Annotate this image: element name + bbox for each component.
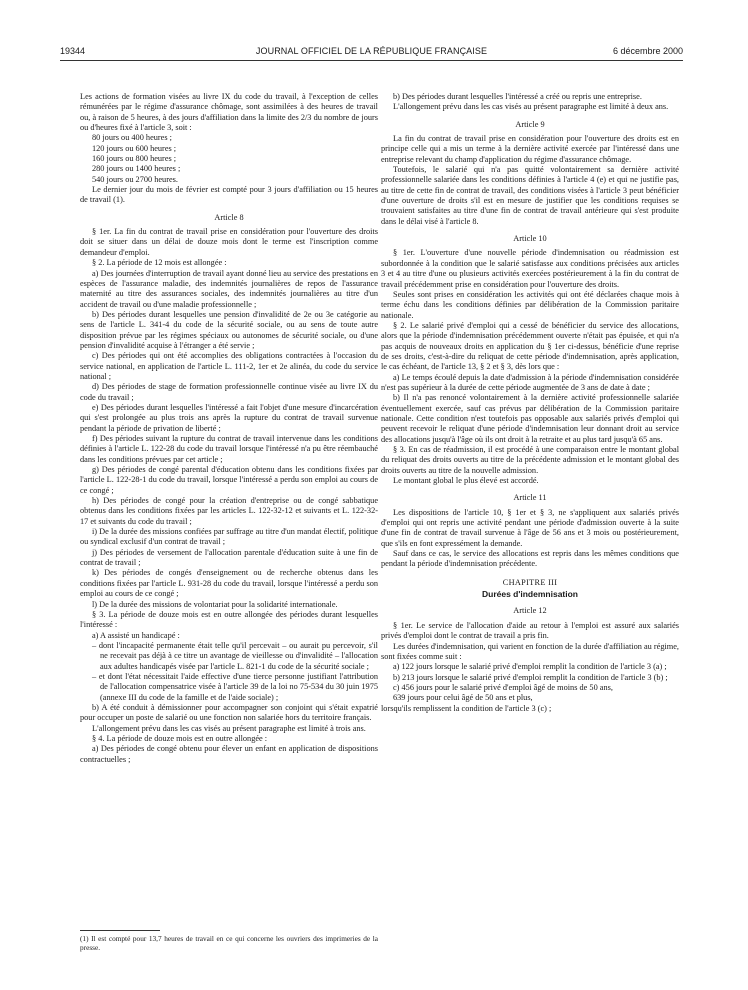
- paragraph: § 1er. La fin du contrat de travail prise en considération pour l'ouverture des droits doit se situer dans un délai de douze mois dont le terme est l'inscription comme demandeur d'emploi.: [80, 227, 378, 257]
- paragraph: b) Des périodes durant lesquelles une pension d'invalidité de 2e ou 3e catégorie au sens de l'article L. 341-4 du code de la sécurité sociale, ou au sens de toute autre disposition prévue par les régimes spéciaux ou autonomes de sécurité sociale, ou d'une pension d'invalidité acquise à l'étranger a été servie ;: [80, 309, 378, 350]
- paragraph: g) Des périodes de congé parental d'éducation obtenu dans les conditions fixées par l'article L. 122-28-1 du code du travail, lorsque l'intéressé a perdu son emploi au cours de ce congé ;: [80, 465, 378, 495]
- article-heading: Article 8: [214, 212, 244, 222]
- article-heading: Article 12: [513, 606, 547, 616]
- paragraph: 639 jours pour celui âgé de 50 ans et plus,: [393, 693, 533, 703]
- page-number: 19344: [60, 46, 86, 56]
- page-header: [60, 46, 683, 60]
- paragraph: b) A été conduit à démissionner pour accompagner son conjoint qui s'était expatrié pour occuper un poste de salarié ou une fonction non salariée hors du territoire français.: [80, 702, 378, 723]
- paragraph: a) Des périodes de congé obtenu pour élever un enfant en application de dispositions contractuelles ;: [80, 744, 378, 764]
- paragraph: j) Des périodes de versement de l'allocation parentale d'éducation suite à une fin de contrat de travail ;: [80, 547, 378, 568]
- paragraph: Les dispositions de l'article 10, § 1er et § 3, ne s'appliquent aux salariés privés d'emploi qui ont repris une activité pendant une période d'admission ouverte à la suite d'une fin de contrat de travail survenue à l'âge de 56 ans et 3 mois ou postérieurement, que s'ils en font expressément la demande.: [381, 507, 679, 548]
- paragraph: lorsqu'ils remplissent la condition de l'article 3 (c) ;: [381, 703, 552, 713]
- paragraph: Le montant global le plus élevé est accordé.: [393, 476, 539, 486]
- paragraph: Toutefois, le salarié qui n'a pas quitté volontairement sa dernière activité professionnelle salariée dans les conditions définies à l'article 4 (e) et qui ne justifie pas, au titre de cette fin de contrat de travail, des conditions visées à l'article 3 peut bénéficier d'une ouverture de droits s'il est en mesure de justifier que les conditions requises se trouvaient satisfaites au titre d'une fin de contrat de travail antérieure qui s'est produite dans le délai visé à l'article 8.: [381, 165, 679, 226]
- footnote-rule: [80, 930, 160, 931]
- article-heading: Article 11: [513, 493, 547, 503]
- paragraph: c) Des périodes qui ont été accomplies des obligations contractées à l'occasion du service national, en application de l'article L. 111-2, 1er et 2e alinéa, du code du service national ;: [80, 351, 378, 381]
- paragraph: § 1er. L'ouverture d'une nouvelle période d'indemnisation ou réadmission est subordonnée à la condition que le salarié satisfasse aux conditions précisées aux articles 3 et 4 au titre d'une ou plusieurs activités exercées postérieurement à la fin du contrat de travail précédemment prise en considération pour l'ouverture des droits.: [381, 248, 679, 289]
- paragraph: La fin du contrat de travail prise en considération pour l'ouverture des droits est en principe celle qui a mis un terme à la dernière activité exercée par l'intéressé dans une entreprise relevant du champ d'application du régime d'assurance chômage.: [381, 134, 679, 164]
- paragraph: k) Des périodes de congés d'enseignement ou de recherche obtenus dans les conditions fixées par l'article L. 931-28 du code du travail, lorsque l'intéressé a perdu son emploi au cours de ce congé ;: [80, 568, 378, 599]
- paragraph: Les durées d'indemnisation, qui varient en fonction de la durée d'affiliation au régime, sont fixées comme suit :: [381, 641, 679, 661]
- paragraph: L'allongement prévu dans les cas visés au présent paragraphe est limité à deux ans.: [393, 102, 669, 112]
- paragraph: L'allongement prévu dans les cas visés au présent paragraphe est limité à trois ans.: [92, 723, 366, 733]
- paragraph: § 1er. Le service de l'allocation d'aide au retour à l'emploi est assuré aux salariés privés d'emploi dont le contrat de travail a pris fin.: [381, 620, 679, 641]
- paragraph: a) A assisté un handicapé :: [92, 630, 180, 640]
- paragraph: c) 456 jours pour le salarié privé d'emploi âgé de moins de 50 ans,: [393, 682, 613, 692]
- paragraph: a) 122 jours lorsque le salarié privé d'emploi remplit la condition de l'article 3 (a) ;: [393, 662, 667, 672]
- paragraph: § 2. Le salarié privé d'emploi qui a cessé de bénéficier du service des allocations, alors que la période d'indemnisation précédemment ouverte n'était pas épuisée, et qui n'a pas acquis de nouveaux droits en application du § 1er ci-dessus, bénéficie d'une reprise de ses droits, c'est-à-dire du reliquat de cette période d'indemnisation, après application, le cas échéant, de l'article 13, § 2 et § 3, dès lors que :: [381, 320, 679, 372]
- right-column: [381, 92, 679, 714]
- footnote: (1) Il est compté pour 13,7 heures de travail en ce qui concerne les ouvriers des imprimeries de la presse.: [80, 934, 378, 952]
- paragraph: Seules sont prises en considération les activités qui ont été déclarées chaque mois à terme échu dans les conditions définies par délibération de la Commission paritaire nationale.: [381, 289, 679, 320]
- article-heading: Article 9: [515, 119, 545, 129]
- paragraph: l) De la durée des missions de volontariat pour la solidarité internationale.: [92, 599, 338, 609]
- publication-date: 6 décembre 2000: [612, 46, 683, 56]
- paragraph: f) Des périodes suivant la rupture du contrat de travail intervenue dans les conditions définies à l'article L. 122-28 du code du travail lorsque l'intéressé n'a pu être réembauché dans les conditions prévues par cet article ;: [80, 434, 378, 464]
- paragraph: 540 jours ou 2700 heures.: [92, 174, 178, 184]
- paragraph: 80 jours ou 400 heures ;: [92, 133, 172, 143]
- paragraph: 160 jours ou 800 heures ;: [92, 154, 177, 164]
- paragraph: a) Des journées d'interruption de travail ayant donné lieu au service des prestations en espèces de l'assurance maladie, des indemnités journalières de repos de l'assurance maternité au titre des assurances sociales, des indemnités journalières au titre d'un accident de travail ou d'une maladie professionnelle ;: [80, 268, 378, 309]
- paragraph: i) De la durée des missions confiées par suffrage au titre d'un mandat électif, politique ou syndical exclusif d'un contrat de travail ;: [80, 527, 378, 547]
- paragraph: e) Des périodes durant lesquelles l'intéressé a fait l'objet d'une mesure d'incarcération qui s'est prolongée au plus trois ans après la rupture du contrat de travail survenue pendant la période de privation de liberté ;: [80, 402, 378, 433]
- paragraph: b) Il n'a pas renoncé volontairement à la dernière activité professionnelle salariée éventuellement exercée, sauf cas prévus par délibération de la Commission paritaire nationale. Cette condition n'est toutefois pas opposable aux salariés privés d'emploi qui peuvent recevoir le reliquat d'une période d'indemnisation leur donnant droit au service des allocations jusqu'à l'âge où ils ont droit à la retraite et au plus tard jusqu'à 65 ans.: [381, 393, 679, 444]
- left-column: [80, 92, 378, 765]
- header-rule: [60, 60, 683, 61]
- paragraph: § 3. En cas de réadmission, il est procédé à une comparaison entre le montant global du reliquat des droits ouverts au titre de la précédente admission et le montant global des droits ouverts au titre de la nouvelle admission.: [381, 445, 679, 475]
- paragraph: § 3. La période de douze mois est en outre allongée des périodes durant lesquelles l'intéressé :: [80, 609, 378, 630]
- paragraph: a) Le temps écoulé depuis la date d'admission à la période d'indemnisation considérée n'est pas supérieur à la durée de cette période augmentée de 3 ans de date à date ;: [381, 372, 679, 392]
- paragraph: 120 jours ou 600 heures ;: [92, 143, 177, 153]
- article-heading: Article 10: [513, 234, 547, 244]
- journal-title: JOURNAL OFFICIEL DE LA RÉPUBLIQUE FRANÇAISE: [255, 46, 488, 56]
- paragraph: Le dernier jour du mois de février est compté pour 3 jours d'affiliation ou 15 heures de travail (1).: [80, 185, 378, 205]
- paragraph: d) Des périodes de stage de formation professionnelle continue visée au livre IX du code du travail ;: [80, 382, 378, 402]
- paragraph: § 4. La période de douze mois est en outre allongée :: [92, 733, 268, 743]
- paragraph: – et dont l'état nécessitait l'aide effective d'une tierce personne justifiant l'attribution de l'allocation compensatrice visée à l'article 39 de la loi no 75-534 du 30 juin 1975 (annexe III du code de la famille et de l'aide sociale) ;: [92, 671, 378, 702]
- paragraph: h) Des périodes de congé pour la création d'entreprise ou de congé sabbatique obtenus dans les conditions fixées par les articles L. 122-32-12 et suivants et L. 122-32-17 et suivants du code du travail ;: [80, 496, 378, 526]
- chapter-title: Durées d'indemnisation: [481, 589, 578, 600]
- chapter-heading: CHAPITRE III: [502, 577, 558, 587]
- paragraph: Les actions de formation visées au livre IX du code du travail, à l'exception de celles rémunérées par le régime d'assurance chômage, sont assimilées à des heures de travail ou, à raison de 5 heures, à des jours d'affiliation dans la limite des 2/3 du nombre de jours ou d'heures fixé à l'article 3, soit :: [80, 92, 378, 133]
- paragraph: 280 jours ou 1400 heures ;: [92, 164, 181, 174]
- paragraph: Sauf dans ce cas, le service des allocations est repris dans les mêmes conditions que pendant la période d'indemnisation précédente.: [381, 549, 679, 569]
- paragraph: § 2. La période de 12 mois est allongée :: [92, 258, 227, 268]
- paragraph: – dont l'incapacité permanente était telle qu'il percevait – ou aurait pu percevoir, s'il ne recevait pas déjà à ce titre un avantage de vieillesse ou d'invalidité – l'allocation aux adultes handicapés visée par l'article L. 821-1 du code de la sécurité sociale ;: [92, 640, 378, 671]
- paragraph: b) Des périodes durant lesquelles l'intéressé a créé ou repris une entreprise.: [393, 92, 642, 101]
- paragraph: b) 213 jours lorsque le salarié privé d'emploi remplit la condition de l'article 3 (b) ;: [393, 672, 668, 682]
